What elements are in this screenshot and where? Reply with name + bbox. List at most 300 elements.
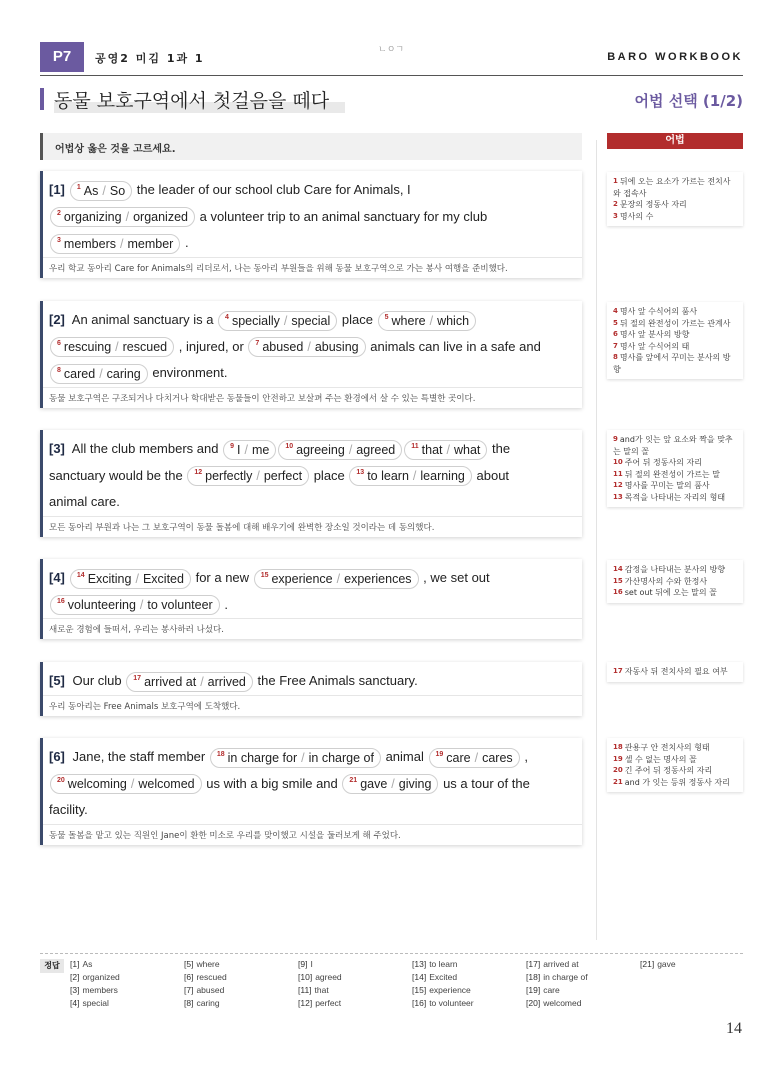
sentence-text: a volunteer trip to an animal sanctuary for my club xyxy=(199,208,488,224)
answer-number: [2] xyxy=(70,972,80,982)
korean-translation: 새로운 경험에 들떠서, 우리는 봉사하러 나섰다. xyxy=(43,618,582,639)
choice-option[interactable]: rescued xyxy=(122,340,168,355)
blank-number: 10 xyxy=(285,442,294,450)
hint-number: 4 xyxy=(613,307,618,315)
answer-text: organized xyxy=(82,972,120,982)
page-badge: P7 xyxy=(40,42,84,72)
choice-separator: / xyxy=(348,442,353,457)
answer-item xyxy=(70,997,120,1010)
answer-number: [9] xyxy=(298,959,308,969)
choice-option[interactable]: in charge for xyxy=(227,750,298,765)
sentence-text: the Free Animals sanctuary. xyxy=(257,673,418,688)
choice-blank[interactable] xyxy=(429,748,520,768)
choice-option[interactable]: what xyxy=(453,442,481,457)
choice-blank[interactable] xyxy=(187,466,309,486)
answer-item xyxy=(412,997,474,1010)
answer-text: members xyxy=(82,985,118,995)
sentence-text: sanctuary would be the xyxy=(49,467,183,483)
question-number: [1] xyxy=(49,182,65,197)
choice-option[interactable]: to learn xyxy=(367,469,409,484)
answer-number: [10] xyxy=(298,972,313,982)
choice-option[interactable]: rescuing xyxy=(63,340,112,355)
choice-blank[interactable] xyxy=(254,569,419,589)
blank-number: 6 xyxy=(57,340,61,348)
choice-separator: / xyxy=(115,340,119,355)
choice-separator: / xyxy=(301,750,305,765)
sentence-text: An animal sanctuary is a xyxy=(71,312,214,327)
grammar-hint xyxy=(613,318,737,330)
answer-item xyxy=(184,997,227,1010)
hint-number: 16 xyxy=(613,588,623,596)
answer-item xyxy=(298,984,342,997)
question-number: [2] xyxy=(49,312,65,327)
question-card xyxy=(40,662,582,716)
hint-text: 주어 뒤 정동사의 자리 xyxy=(624,458,702,467)
choice-option[interactable]: to volunteer xyxy=(147,598,213,613)
choice-option[interactable]: me xyxy=(251,442,270,457)
hint-text: and 가 잇는 등위 정동사 자리 xyxy=(624,777,730,787)
choice-separator: / xyxy=(474,750,479,765)
answer-number: [17] xyxy=(526,959,541,969)
answer-number: [3] xyxy=(70,985,80,995)
grammar-hint-card xyxy=(607,430,743,507)
grammar-hint xyxy=(613,341,737,353)
answer-text: perfect xyxy=(315,998,342,1008)
blank-number: 12 xyxy=(194,469,203,477)
answer-text: agreed xyxy=(315,972,342,982)
question-sentence xyxy=(43,738,582,824)
course-label: 공영2 미김 1과 1 xyxy=(95,52,205,65)
choice-option[interactable]: As xyxy=(83,183,99,198)
answer-text: rescued xyxy=(196,972,227,982)
choice-option[interactable]: where xyxy=(391,313,426,328)
grammar-hint xyxy=(613,176,737,199)
choice-separator: / xyxy=(130,777,135,792)
choice-blank[interactable] xyxy=(50,337,174,357)
sentence-text: animals can live in a safe and xyxy=(370,338,541,354)
grammar-hint xyxy=(613,777,737,789)
answer-number: [1] xyxy=(70,959,80,969)
question-card xyxy=(40,301,582,408)
hint-number: 9 xyxy=(613,435,618,443)
blank-number: 5 xyxy=(384,313,389,321)
grammar-hint-card xyxy=(607,302,743,379)
answer-item xyxy=(640,958,676,971)
blank-number: 11 xyxy=(411,442,419,450)
sidebar-header: 어법 xyxy=(607,133,743,149)
sentence-text: . xyxy=(184,235,189,250)
answer-column xyxy=(70,958,120,1010)
choice-option[interactable]: welcoming xyxy=(67,777,127,792)
choice-option[interactable]: welcomed xyxy=(138,777,195,792)
question-card xyxy=(40,559,582,639)
question-card xyxy=(40,738,582,845)
sentence-text: animal xyxy=(385,749,424,764)
hint-number: 13 xyxy=(613,492,623,501)
question-number: [3] xyxy=(49,441,65,456)
question-number: [6] xyxy=(49,749,65,764)
choice-option[interactable]: volunteering xyxy=(67,598,136,613)
choice-option[interactable]: So xyxy=(109,183,126,198)
choice-blank[interactable] xyxy=(218,311,337,331)
grammar-hint xyxy=(613,666,737,678)
answer-item xyxy=(70,984,120,997)
answer-text: caring xyxy=(196,998,220,1008)
choice-blank[interactable] xyxy=(349,466,471,486)
choice-option[interactable]: organized xyxy=(133,210,188,225)
answer-item xyxy=(412,984,474,997)
answer-item xyxy=(184,971,227,984)
blank-number: 4 xyxy=(225,313,229,321)
answer-number: [5] xyxy=(184,959,194,969)
answer-text: care xyxy=(543,985,560,995)
choice-separator: / xyxy=(139,598,144,613)
answer-item xyxy=(298,971,342,984)
question-card xyxy=(40,171,582,278)
choice-blank[interactable] xyxy=(404,440,487,460)
grammar-hint-card xyxy=(607,662,743,682)
choice-blank[interactable] xyxy=(278,440,402,460)
hint-text: 명사 앞 수식어의 품사 xyxy=(619,307,698,316)
hint-number: 12 xyxy=(613,481,623,489)
choice-option[interactable]: arrived at xyxy=(144,674,197,689)
hint-number: 1 xyxy=(613,177,618,185)
hint-text: 명사를 앞에서 꾸미는 분사의 방향 xyxy=(613,353,731,374)
question-sentence xyxy=(43,430,582,516)
hint-number: 17 xyxy=(613,667,623,675)
answer-label: 정답 xyxy=(40,959,64,973)
answer-number: [12] xyxy=(298,998,313,1008)
choice-option[interactable]: learning xyxy=(420,469,465,484)
answer-text: arrived at xyxy=(543,959,579,969)
hint-number: 7 xyxy=(613,341,618,350)
grammar-hint xyxy=(613,587,737,599)
korean-translation: 우리 학교 동아리 Care for Animals의 리더로서, 나는 동아리 부원들을 위해 동물 보호구역으로 가는 봉사 여행을 준비했다. xyxy=(43,257,582,278)
choice-blank[interactable] xyxy=(50,595,220,615)
answer-number: [4] xyxy=(70,998,80,1008)
answer-number: [18] xyxy=(526,972,541,982)
answer-number: [6] xyxy=(184,972,194,982)
sentence-text: facility. xyxy=(49,802,88,817)
choice-blank[interactable] xyxy=(378,311,476,331)
grammar-hint-card xyxy=(607,560,743,603)
answer-item xyxy=(184,958,227,971)
answer-item xyxy=(526,984,588,997)
answer-text: experience xyxy=(429,985,471,995)
hint-number: 19 xyxy=(613,754,623,763)
sentence-text: the xyxy=(492,441,511,456)
blank-number: 1 xyxy=(76,183,81,191)
choice-blank[interactable] xyxy=(50,774,202,794)
choice-blank[interactable] xyxy=(70,181,132,201)
answer-column xyxy=(640,958,676,971)
blank-number: 20 xyxy=(57,777,65,785)
hint-number: 20 xyxy=(613,766,623,774)
page-number: 14 xyxy=(726,1020,742,1037)
choice-blank[interactable] xyxy=(50,364,148,384)
grammar-hint xyxy=(613,742,737,754)
choice-blank[interactable] xyxy=(126,672,253,692)
choice-separator: / xyxy=(244,442,248,457)
answer-number: [8] xyxy=(184,998,194,1008)
blank-number: 9 xyxy=(230,442,235,450)
hint-text: 명사의 수 xyxy=(619,211,654,221)
answer-item xyxy=(70,971,120,984)
choice-option[interactable]: perfect xyxy=(263,469,303,484)
choice-blank[interactable] xyxy=(210,748,381,768)
choice-separator: / xyxy=(446,442,450,457)
blank-number: 19 xyxy=(435,750,444,758)
hint-text: 뒤 절의 완전성이 가르는 관계사 xyxy=(619,318,731,328)
grammar-hint xyxy=(613,576,737,588)
choice-option[interactable]: special xyxy=(291,313,331,328)
answer-text: gave xyxy=(657,959,676,969)
korean-translation: 동물 돌봄을 맡고 있는 직원인 Jane이 환한 미소로 우리를 맞이했고 시설을 둘러보게 해 주었다. xyxy=(43,824,582,845)
hint-text: 감정을 나타내는 분사의 방향 xyxy=(624,565,726,574)
question-sentence xyxy=(43,171,582,257)
sentence-text: the leader of our school club Care for Animals, I xyxy=(136,182,411,197)
answer-item xyxy=(526,997,588,1010)
sentence-text: about xyxy=(476,467,510,483)
brand-label: BARO WORKBOOK xyxy=(607,51,743,63)
hint-number: 15 xyxy=(613,576,623,585)
choice-option[interactable]: cares xyxy=(482,750,513,765)
blank-number: 2 xyxy=(57,210,61,218)
answer-item xyxy=(526,971,588,984)
answer-text: I xyxy=(310,959,313,969)
sentence-text: us a tour of the xyxy=(443,775,530,791)
hint-text: 목적을 나타내는 자리의 형태 xyxy=(624,492,726,502)
blank-number: 14 xyxy=(76,571,85,579)
answer-number: [21] xyxy=(640,959,655,969)
grammar-hint xyxy=(613,352,737,375)
choice-separator: / xyxy=(120,236,124,251)
choice-blank[interactable] xyxy=(50,207,195,227)
answer-divider xyxy=(40,953,743,954)
answer-column xyxy=(412,958,474,1010)
hint-text: 문장의 정동사 자리 xyxy=(619,200,687,209)
choice-option[interactable]: care xyxy=(446,750,471,765)
hint-text: 명사를 꾸미는 말의 품사 xyxy=(624,481,710,490)
instruction-bar xyxy=(40,133,582,160)
sentence-text: , injured, or xyxy=(178,338,244,354)
grammar-hint xyxy=(613,754,737,766)
grammar-hint xyxy=(613,306,737,318)
choice-option[interactable]: arrived xyxy=(207,674,246,689)
hint-text: 뒤 절의 완전성이 가르는 말 xyxy=(624,469,720,479)
hint-number: 2 xyxy=(613,200,618,208)
hint-text: 명사 앞 분사의 방향 xyxy=(619,330,690,339)
choice-option[interactable]: abused xyxy=(262,340,304,355)
choice-option[interactable]: giving xyxy=(398,777,432,792)
blank-number: 8 xyxy=(57,366,61,374)
choice-separator: / xyxy=(99,366,103,381)
answer-number: [7] xyxy=(184,985,194,995)
answer-column xyxy=(298,958,342,1010)
hint-number: 8 xyxy=(613,353,618,361)
choice-separator: / xyxy=(391,777,395,792)
korean-translation: 모든 동아리 부원과 나는 그 보호구역이 동물 돌봄에 대해 배우기에 완벽한 장소일 것이라는 데 동의했다. xyxy=(43,516,582,537)
answer-text: in charge of xyxy=(543,972,588,982)
sentence-text: animal care. xyxy=(49,494,120,509)
grammar-hint xyxy=(613,199,737,211)
hint-number: 3 xyxy=(613,211,618,220)
hint-text: 자동사 뒤 전치사의 필요 여부 xyxy=(624,667,728,676)
title-accent xyxy=(40,88,44,110)
choice-separator: / xyxy=(135,571,139,586)
choice-option[interactable]: agreed xyxy=(356,442,396,457)
answer-text: abused xyxy=(196,985,225,995)
choice-option[interactable]: perfectly xyxy=(205,469,253,484)
answer-item xyxy=(184,984,227,997)
answer-text: to learn xyxy=(429,959,458,969)
sentence-text: environment. xyxy=(152,365,228,380)
choice-option[interactable]: members xyxy=(63,236,116,251)
choice-blank[interactable] xyxy=(50,234,180,254)
choice-option[interactable]: Exciting xyxy=(87,571,132,586)
answer-column xyxy=(184,958,227,1010)
choice-option[interactable]: gave xyxy=(360,777,388,792)
choice-option[interactable]: Excited xyxy=(142,571,184,586)
sentence-text: Our club xyxy=(72,673,122,688)
choice-separator: / xyxy=(200,674,204,689)
blank-number: 3 xyxy=(57,236,61,244)
sentence-text: , we set out xyxy=(423,570,490,585)
hint-number: 11 xyxy=(613,469,623,478)
blank-number: 13 xyxy=(356,469,365,477)
choice-option[interactable]: I xyxy=(237,442,241,457)
grammar-hint-card xyxy=(607,738,743,792)
choice-option[interactable]: specially xyxy=(231,313,280,328)
choice-blank[interactable] xyxy=(70,569,191,589)
hint-number: 18 xyxy=(613,743,623,751)
question-number: [5] xyxy=(49,673,65,688)
sentence-text: , xyxy=(524,749,528,764)
sentence-text: place xyxy=(341,312,373,327)
choice-option[interactable]: member xyxy=(127,236,174,251)
handwritten-mark: ㄴㅇㄱ xyxy=(378,45,405,55)
answer-number: [14] xyxy=(412,972,427,982)
choice-option[interactable]: abusing xyxy=(314,340,359,355)
grammar-hint-card xyxy=(607,172,743,226)
answer-text: that xyxy=(314,985,329,995)
hint-text: 긴 주어 뒤 정동사의 자리 xyxy=(624,766,713,775)
page-title: 동물 보호구역에서 첫걸음을 떼다 xyxy=(54,86,345,113)
hint-text: and가 잇는 앞 요소와 짝을 맞추는 말의 꼴 xyxy=(613,435,733,456)
question-number: [4] xyxy=(49,570,65,585)
answer-item xyxy=(412,958,474,971)
hint-number: 10 xyxy=(613,458,623,466)
choice-option[interactable]: organizing xyxy=(63,210,122,225)
blank-number: 16 xyxy=(57,598,65,606)
question-sentence xyxy=(43,662,582,695)
choice-option[interactable]: which xyxy=(437,313,470,328)
choice-option[interactable]: experience xyxy=(271,571,333,586)
grammar-hint xyxy=(613,765,737,777)
answer-item xyxy=(412,971,474,984)
grammar-hint xyxy=(613,469,737,481)
hint-text: 셀 수 없는 명사의 꼴 xyxy=(624,754,697,764)
question-sentence xyxy=(43,559,582,618)
korean-translation: 동물 보호구역은 구조되거나 다치거나 학대받은 동물들이 안전하고 보살펴 주는 환경에서 살 수 있는 특별한 곳이다. xyxy=(43,387,582,408)
answer-number: [20] xyxy=(526,998,541,1008)
answer-text: As xyxy=(82,959,93,969)
choice-option[interactable]: that xyxy=(421,442,443,457)
sentence-text: place xyxy=(313,467,345,483)
answer-number: [13] xyxy=(412,959,427,969)
grammar-hint xyxy=(613,329,737,341)
instruction-text: 어법상 옳은 것을 고르세요. xyxy=(55,144,176,155)
choice-blank[interactable] xyxy=(248,337,365,357)
sentence-text: All the club members and xyxy=(71,441,219,456)
blank-number: 21 xyxy=(349,777,358,785)
choice-option[interactable]: in charge of xyxy=(308,750,374,765)
hint-number: 6 xyxy=(613,330,618,338)
answer-number: [16] xyxy=(412,998,427,1008)
blank-number: 15 xyxy=(260,571,269,579)
hint-number: 21 xyxy=(613,777,623,786)
sentence-text: Jane, the staff member xyxy=(72,749,206,764)
choice-option[interactable]: experiences xyxy=(344,571,412,586)
answer-text: Excited xyxy=(429,972,458,982)
answer-item xyxy=(298,958,342,971)
hint-text: set out 뒤에 오는 말의 꼴 xyxy=(624,588,717,597)
section-label: 어법 선택 (1/2) xyxy=(634,92,743,110)
hint-number: 5 xyxy=(613,318,618,327)
grammar-hint xyxy=(613,211,737,223)
answer-number: [15] xyxy=(412,985,427,995)
hint-text: 뒤에 오는 요소가 가르는 전치사와 접속사 xyxy=(613,177,731,198)
answer-text: where xyxy=(196,959,220,969)
korean-translation: 우리 동아리는 Free Animals 보호구역에 도착했다. xyxy=(43,695,582,716)
hint-number: 14 xyxy=(613,565,623,573)
choice-separator: / xyxy=(412,469,417,484)
choice-separator: / xyxy=(429,313,434,328)
grammar-hint xyxy=(613,480,737,492)
choice-option[interactable]: cared xyxy=(63,366,96,381)
grammar-hint xyxy=(613,457,737,469)
answer-text: to volunteer xyxy=(429,998,474,1008)
header-divider xyxy=(40,75,743,76)
answer-column xyxy=(526,958,588,1010)
grammar-hint xyxy=(613,492,737,504)
answer-item xyxy=(70,958,120,971)
blank-number: 7 xyxy=(255,340,260,348)
sentence-text: . xyxy=(224,596,228,612)
choice-option[interactable]: caring xyxy=(106,366,141,381)
choice-separator: / xyxy=(307,340,311,355)
choice-separator: / xyxy=(102,183,106,198)
choice-blank[interactable] xyxy=(223,440,276,460)
hint-text: 명사 앞 수식어의 태 xyxy=(619,341,690,351)
question-card xyxy=(40,430,582,537)
answer-text: welcomed xyxy=(543,998,582,1008)
answer-text: special xyxy=(82,998,109,1008)
grammar-hint xyxy=(613,564,737,576)
choice-separator: / xyxy=(125,210,130,225)
choice-blank[interactable] xyxy=(342,774,438,794)
answer-item xyxy=(526,958,588,971)
choice-option[interactable]: agreeing xyxy=(296,442,345,457)
hint-text: 관용구 안 전치사의 형태 xyxy=(624,743,710,752)
sentence-text: us with a big smile and xyxy=(206,775,338,791)
choice-separator: / xyxy=(283,313,288,328)
blank-number: 17 xyxy=(133,674,142,682)
blank-number: 18 xyxy=(216,750,225,758)
grammar-hint xyxy=(613,434,737,457)
answer-item xyxy=(298,997,342,1010)
question-sentence xyxy=(43,301,582,387)
